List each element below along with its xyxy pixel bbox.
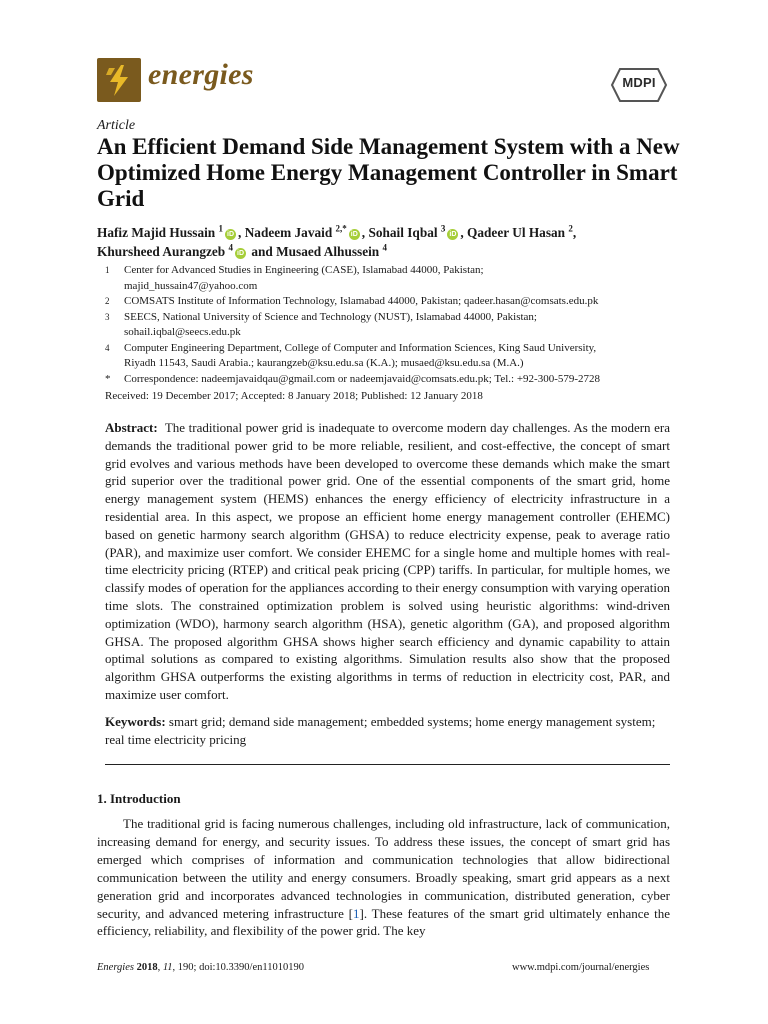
- author-affiliation-mark: 1: [218, 223, 224, 234]
- publisher-name: MDPI: [622, 75, 656, 90]
- author-separator: and: [248, 244, 277, 259]
- affiliation-mark: 3: [105, 311, 110, 322]
- author-name: Nadeem Javaid: [244, 225, 336, 240]
- orcid-icon[interactable]: iD: [350, 231, 358, 238]
- journal-logo: [97, 58, 141, 102]
- citation-link[interactable]: 1: [353, 905, 360, 921]
- affiliation-text: Correspondence: nadeemjavaidqau@gmail.com or nadeemjavaid@comsats.edu.pk; Tel.: +92-300-579-2728: [124, 372, 601, 385]
- author-separator: ,: [460, 225, 468, 240]
- affiliation-item: [97, 372, 677, 388]
- author-affiliation-mark: 4: [382, 242, 388, 253]
- affiliation-text: Computer Engineering Department, College of Computer and Information Sciences, King Saud University, Riyadh 11543, Saudi Arabia.; kaurangzeb@ksu.edu.sa (K.A.); musaed@ksu.edu.sa (M.A.): [124, 341, 597, 369]
- journal-name: energies: [148, 58, 254, 91]
- footer-citation: Energies 2018, 11, 190; doi:10.3390/en11010190: [97, 962, 304, 973]
- footer-url[interactable]: www.mdpi.com/journal/energies: [512, 962, 650, 973]
- author-name: Sohail Iqbal: [368, 225, 441, 240]
- affiliation-item: [97, 294, 677, 310]
- author-separator: ,: [238, 225, 245, 240]
- publication-dates: Received: 19 December 2017; Accepted: 8 January 2018; Published: 12 January 2018: [105, 390, 483, 402]
- affiliation-text: Center for Advanced Studies in Engineering (CASE), Islamabad 44000, Pakistan; majid_hussain47@yahoo.com: [124, 264, 484, 292]
- intro-text-part: The traditional grid is facing numerous challenges, including old infrastructure, lack of communication, increasing demand for energy, and security issues. To address these issues, the concept of smart grid has emerged which comprises of information and communication technologies that allow bidirectional communication between the utility and energy consumers. Broadly speaking, smart grid appears as a next generation grid and incorporates advanced technologies in communication, distributed generation, cyber security, and advanced metering infrastructure [: [97, 816, 670, 921]
- orcid-icon[interactable]: iD: [237, 250, 245, 257]
- affiliation-mark: 2: [105, 296, 110, 306]
- abstract-label: Abstract:: [105, 420, 158, 435]
- affiliation-item: [97, 263, 677, 294]
- author-name: Khursheed Aurangzeb: [97, 244, 229, 259]
- author-name: Musaed Alhussein: [276, 244, 383, 259]
- section-divider: [105, 764, 670, 765]
- lightning-bolt-icon: [97, 58, 141, 102]
- keywords-text: smart grid; demand side management; embedded systems; home energy management system; real time electricity pricing: [105, 714, 656, 747]
- author-affiliation-mark: 3: [440, 223, 446, 234]
- affiliation-mark: 4: [105, 342, 110, 353]
- affiliation-list: [97, 263, 677, 387]
- section-heading: 1. Introduction: [97, 791, 181, 806]
- affiliation-mark: *: [105, 372, 111, 385]
- introduction-text: [97, 815, 670, 940]
- footer-year: 2018: [136, 962, 158, 973]
- author-name: Hafiz Majid Hussain: [97, 225, 219, 240]
- affiliation-item: [97, 310, 677, 341]
- author-separator: ,: [361, 225, 369, 240]
- abstract: [105, 419, 670, 704]
- affiliation-item: [97, 341, 677, 372]
- author-list: [97, 223, 677, 261]
- author-affiliation-mark: 2,*: [335, 223, 347, 234]
- author-name: Qadeer Ul Hasan: [467, 225, 569, 240]
- article-title: An Efficient Demand Side Management System with a New Optimized Home Energy Management Controller in Smart Grid: [97, 134, 680, 211]
- keywords: [105, 713, 670, 749]
- footer-journal: Energies: [97, 962, 134, 973]
- author-affiliation-mark: 2: [568, 223, 573, 234]
- intro-text-part: ]. These features of the smart grid ultimately enhance the efficiency, reliability, and flexibility of the power grid. The key: [97, 905, 670, 939]
- abstract-text: The traditional power grid is inadequate to overcome modern day challenges. As the modern era demands the traditional power grid to be more reliable, resilient, and cost-effective, the concept of smart grid evolves and various methods have been developed to overcome these demands which make the smart grid superior over the traditional power grid. One of the essential components of the smart grid, home energy management system (HEMS) enhances the energy efficiency of electricity infrastructure in a residential area. In this aspect, we propose an efficient home energy management controller (EHEMC) based on genetic harmony search algorithm (GHSA) to reduce electricity expense, peak to average ratio (PAR), and maximize user comfort. We consider EHEMC for a single home and multiple homes with real-time electricity pricing (RTEP) and critical peak pricing (CPP) tariffs. In particular, for multiple homes, we classify modes of operation for the appliances according to their energy consumption with varying operation time slots. The constrained optimization problem is solved using heuristic algorithms: wind-driven optimization (WDO), harmony search algorithm (HSA), genetic algorithm (GA), and proposed algorithm GHSA. The proposed algorithm GHSA shows higher search efficiency and dynamic capability to attain optimal solutions as compared to existing algorithms. Simulation results also show that the proposed algorithm GHSA outperforms the existing algorithms in terms of reduction in electricity cost, PAR, and maximize user comfort.: [105, 420, 670, 702]
- author-separator: ,: [572, 225, 577, 240]
- publisher-logo: [610, 67, 668, 103]
- affiliation-mark: 1: [105, 265, 110, 275]
- footer-volume: 11: [162, 962, 173, 973]
- affiliation-text: COMSATS Institute of Information Technology, Islamabad 44000, Pakistan; qadeer.hasan@comsats.edu.pk: [124, 295, 599, 307]
- article-type: Article: [97, 118, 136, 133]
- footer-doi: , 190; doi:10.3390/en11010190: [172, 962, 304, 973]
- affiliation-text: SEECS, National University of Science and Technology (NUST), Islamabad 44000, Pakistan; sohail.iqbal@seecs.edu.pk: [124, 310, 537, 338]
- orcid-icon[interactable]: iD: [227, 231, 235, 238]
- author-affiliation-mark: 4: [228, 242, 234, 253]
- keywords-label: Keywords:: [105, 714, 166, 729]
- orcid-icon[interactable]: iD: [449, 231, 457, 238]
